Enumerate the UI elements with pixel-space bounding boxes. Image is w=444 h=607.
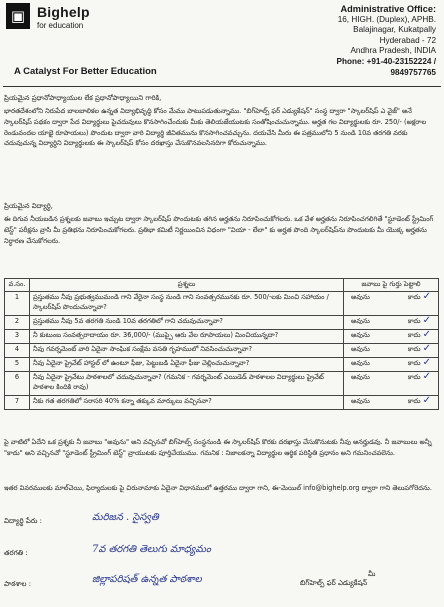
checkmark-icon: ✓ (422, 329, 431, 340)
column-header: జవాబు పై గుర్తు పెట్టాలి (344, 279, 439, 292)
answer-cell (344, 330, 439, 344)
row-number: 7 (5, 396, 30, 410)
signature-closing: మీ (368, 570, 376, 578)
checkmark-icon: ✓ (422, 291, 431, 302)
column-header: ప్రశ్నలు (30, 279, 344, 292)
student-greeting: ప్రియమైన విద్యార్థి, (4, 202, 53, 210)
table-row (5, 330, 439, 344)
no-option[interactable]: కాదు ✓ (407, 371, 431, 382)
class-value: 7వ తరగతి తెలుగు మాధ్యమం (92, 544, 211, 555)
question-text: ప్రస్తుతము నీవు ప్రభుత్వముమండి గాని వేరైనా సంస్థ నుండి గాని సంవత్సరమునకు రూ. 500/-లకు మించి సహాయం / స్కాలర్‌షిప్ పొందుచున్నావా? (30, 292, 344, 316)
question-text: నీవు ఏదైనా ప్రైవేటు పాఠశాలలో చదువుచున్నావా? (గమనిక - గవర్నమెంట్ ఎయిడెడ్ పాఠశాలల విద్యార్థులు ప్రైవేట్ పాఠశాల కిందికి రావు) (30, 372, 344, 396)
table-header-row (5, 279, 439, 292)
address-line: Andhra Pradesh, INDIA (350, 46, 436, 56)
no-option[interactable]: కాదు ✓ (407, 315, 431, 326)
table-row (5, 292, 439, 316)
no-option[interactable]: కాదు ✓ (407, 357, 431, 368)
table-row (5, 372, 439, 396)
question-text: నీకు గత తరగతిలో సరాసరి 40% కన్నా తక్కువ మార్కులు వచ్చినవా? (30, 396, 344, 410)
contact-paragraph: ఇతర వివరములకు మాల్‌చెయి, ఫిర్యాదులకు పై చిరునామాకు ఏదైనా విధానములో ఉత్తరము ద్వారా గాని, ఈ-మెయిల్ info@bighelp.org ద్వారా గాని తెలుపగోరెదను. (4, 484, 432, 492)
no-option[interactable]: కాదు ✓ (407, 395, 431, 406)
question-text: నీవు గవర్నమెంట్ వారి ఏదైనా సాంఘిక సంక్షేమ వసతి గృహములో నివసించుచున్నావా? (30, 344, 344, 358)
row-number: 6 (5, 372, 30, 396)
row-number: 2 (5, 316, 30, 330)
school-label: పాఠశాల : (4, 580, 32, 588)
question-text: నీ కుటుంబ సంవత్సరాదాయం రూ. 36,000/- (ముప్పై ఆరు వేల రూపాయలు) మించియున్నదా? (30, 330, 344, 344)
office-title: Administrative Office: (340, 4, 436, 14)
student-name-label: విద్యార్థి పేరు : (4, 517, 42, 525)
signature-label: బిగ్‌హెల్ప్ ఫర్ ఎడ్యుకేషన్ (300, 579, 368, 587)
question-text: ప్రస్తుతము నీవు 5వ తరగతి నుండి 10వ తరగతిలో గాని చదువుచున్నావా? (30, 316, 344, 330)
answer-cell (344, 396, 439, 410)
address-line: Hyderabad - 72 (379, 35, 436, 45)
table-row (5, 344, 439, 358)
question-text: నీవు ఏదైనా ప్రైవేట్ హాస్టల్ లో ఉంటూ ఫీజు, పెట్టుబడి ఏదైనా ఫీజు చెల్లించుచున్నావా? (30, 358, 344, 372)
address-line: Balajinagar, Kukatpally (353, 25, 436, 35)
table-row (5, 396, 439, 410)
brand-name: Bighelp (37, 4, 90, 20)
row-number: 4 (5, 344, 30, 358)
no-option[interactable]: కాదు ✓ (407, 291, 431, 302)
eligibility-table (4, 278, 439, 410)
no-option[interactable]: కాదు ✓ (407, 329, 431, 340)
tagline: A Catalyst For Better Education (14, 66, 157, 77)
bighelp-logo-icon: ▣ (6, 3, 30, 29)
closing-paragraph: పై వాటిలో ఏదేని ఒక ప్రశ్నకు నీ జవాబు "అవును" అని వచ్చినచో బిగ్‌హెల్ప్ సంస్థనుండి ఈ స్కాలర్‌షిప్ కొరకు దరఖాస్తు చేసుకొనుటకు నీవు అనర్హుడవు. నీ జవాబులు అన్నీ "కాదు" అని వచ్చినచో "స్టూడెంట్ స్ట్రీమింగ్ టెస్ట్" వ్రాయుటకు పూర్తిచేయుము. గమనిక : నిజాలకన్నా విద్యార్థుల ఆర్థిక పరిస్థితి ప్రధానం అని గమనించవలెను. (4, 438, 432, 457)
yes-option[interactable]: అవును (351, 397, 370, 405)
column-header: వ.సం. (5, 279, 30, 292)
class-label: తరగతి : (4, 549, 28, 557)
intro-paragraph: భారతదేశంలోని నిరుపేద బాలబాలికల ఉన్నత విద్యాభివృద్ధి కోసం మేము పాటుపడుతున్నాము. "బిగ్‌హెల్ప్ ఫర్ ఎడ్యుకేషన్" సంస్థ ద్వారా "స్కాలర్‌షిప్ ఎ వైజ్" అనే స్కాలర్‌షిప్ పథకం ద్వారా పేద విద్యార్థులు పైచదువులు కొనసాగించేందుకు మీకు తెలియజేయుటకు సంతోషించుచున్నాము. అర్హత గల విద్యార్థులకు రూ. 250/- (అక్షరాల రెండువందల యాభై రూపాయలు) పొందుట ద్వారా వారి విద్యార్థి జీవితమును కొనసాగించవచ్చును. దయచేసి మీరు ఈ పత్రములోని 5 నుండి 10వ తరగతి వరకు చదువుచున్న విద్యార్థిని విద్యార్థులకు ఈ స్కాలర్‌షిప్ కోసం దరఖాస్తు చేసుకొనవలసినదిగా కోరుచున్నాము. (4, 107, 427, 148)
answer-cell (344, 292, 439, 316)
instructions-paragraph: ఈ దిగువ నీయబడిన ప్రశ్నలకు జవాబు ఇచ్చుట ద్వారా స్కాలర్‌షిప్ పొందుటకు తగిన అర్హతను నిరూపించుకోగలరు. ఒక వేళ అర్హతను నిరూపించగలిగితే "స్టూడెంట్ స్ట్రీమింగ్ టెస్ట్" పరీక్షను వ్రాసి మీ ప్రతిభను నిరూపించుకోగలరు. ప్రతిభా కమిటీ నిర్ణయించిన విధంగా "వియా - లేలా" కు అర్హత పొంది స్కాలర్‌షిప్‌ను పొందుటకు మీ యొక్క అర్హతను నిర్ధారణ చేసుకోగలరు. (4, 215, 434, 245)
table-row (5, 358, 439, 372)
checkmark-icon: ✓ (422, 371, 431, 382)
address-block (296, 4, 436, 78)
row-number: 1 (5, 292, 30, 316)
phone-number: Phone: +91-40-23152224 / 9849757765 (336, 56, 436, 77)
yes-option[interactable]: అవును (351, 359, 370, 367)
checkmark-icon: ✓ (422, 315, 431, 326)
yes-option[interactable]: అవును (351, 293, 370, 301)
yes-option[interactable]: అవును (351, 373, 370, 381)
no-option[interactable]: కాదు ✓ (407, 343, 431, 354)
table-row (5, 316, 439, 330)
answer-cell (344, 358, 439, 372)
checkmark-icon: ✓ (422, 357, 431, 368)
brand-subtitle: for education (37, 21, 84, 30)
answer-cell (344, 344, 439, 358)
row-number: 3 (5, 330, 30, 344)
address-line: 16, HIGH. (Duplex), APHB. (337, 14, 436, 24)
school-value: జిల్లాపరిషత్ ఉన్నత పాఠశాల (92, 574, 202, 585)
greeting: ప్రియమైన ప్రధానోపాధ్యాయుల లేక ప్రధానోపాధ్యాయిని గారికి, (4, 94, 162, 102)
checkmark-icon: ✓ (422, 395, 431, 406)
header-divider (3, 86, 441, 87)
answer-cell (344, 316, 439, 330)
checkmark-icon: ✓ (422, 343, 431, 354)
row-number: 5 (5, 358, 30, 372)
yes-option[interactable]: అవును (351, 331, 370, 339)
yes-option[interactable]: అవును (351, 345, 370, 353)
yes-option[interactable]: అవును (351, 317, 370, 325)
answer-cell (344, 372, 439, 396)
student-name-value: మరిజన . సైస్వతి (92, 512, 159, 523)
